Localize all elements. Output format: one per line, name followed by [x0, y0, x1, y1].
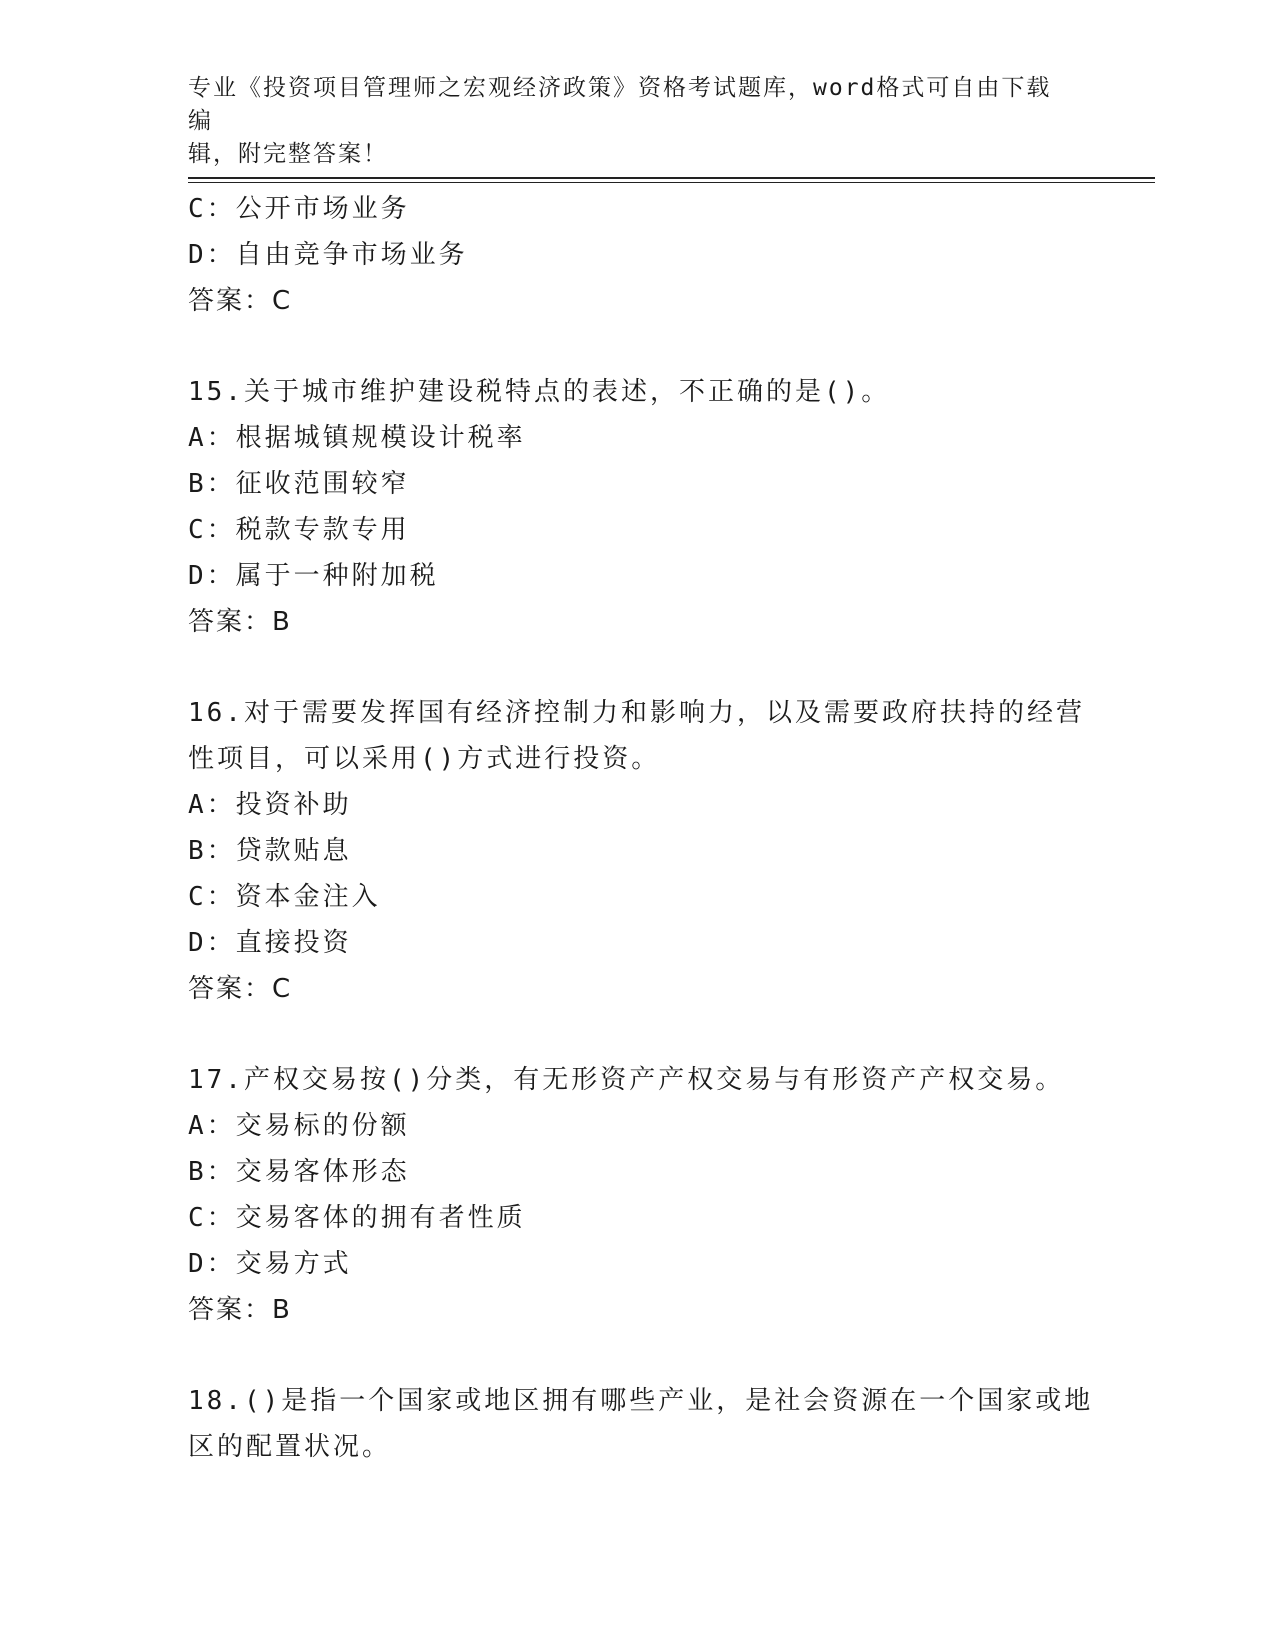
- option-d: D：自由竞争市场业务: [188, 240, 468, 270]
- option-a: A：交易标的份额: [188, 1111, 410, 1141]
- question-18: [188, 1378, 1094, 1470]
- option-a: A：根据城镇规模设计税率: [188, 423, 526, 453]
- question-stem-line-2: 性项目，可以采用()方式进行投资。: [188, 744, 661, 774]
- question-fragment-14: [188, 186, 1088, 324]
- option-d: D：交易方式: [188, 1249, 352, 1279]
- option-c: C：资本金注入: [188, 882, 381, 912]
- answer-line: 答案：B: [188, 607, 292, 637]
- question-stem-line-1: 16.对于需要发挥国有经济控制力和影响力，以及需要政府扶持的经营: [188, 698, 1085, 728]
- option-b: B：贷款贴息: [188, 836, 352, 866]
- question-17: [188, 1057, 1088, 1333]
- question-stem-line-1: 18.()是指一个国家或地区拥有哪些产业，是社会资源在一个国家或地: [188, 1386, 1094, 1416]
- answer-line: 答案：C: [188, 286, 293, 316]
- option-a: A：投资补助: [188, 790, 352, 820]
- question-stem: 17.产权交易按()分类，有无形资产产权交易与有形资产产权交易。: [188, 1065, 1065, 1095]
- header-divider: [188, 177, 1155, 183]
- question-stem-line-2: 区的配置状况。: [188, 1432, 392, 1462]
- option-b: B：征收范围较窄: [188, 469, 410, 499]
- header-line-1: 专业《投资项目管理师之宏观经济政策》资格考试题库，word格式可自由下载编: [188, 75, 1052, 134]
- question-15: [188, 369, 1088, 645]
- document-header: [188, 72, 1068, 171]
- option-d: D：属于一种附加税: [188, 561, 439, 591]
- question-16: [188, 690, 1088, 1012]
- option-b: B：交易客体形态: [188, 1157, 410, 1187]
- option-c: C：交易客体的拥有者性质: [188, 1203, 526, 1233]
- option-c: C：公开市场业务: [188, 194, 410, 224]
- answer-line: 答案：C: [188, 974, 293, 1004]
- option-d: D：直接投资: [188, 928, 352, 958]
- header-line-2: 辑，附完整答案！: [188, 141, 388, 167]
- option-c: C：税款专款专用: [188, 515, 410, 545]
- question-stem: 15.关于城市维护建设税特点的表述，不正确的是()。: [188, 377, 891, 407]
- answer-line: 答案：B: [188, 1295, 292, 1325]
- question-list: [188, 186, 1094, 1470]
